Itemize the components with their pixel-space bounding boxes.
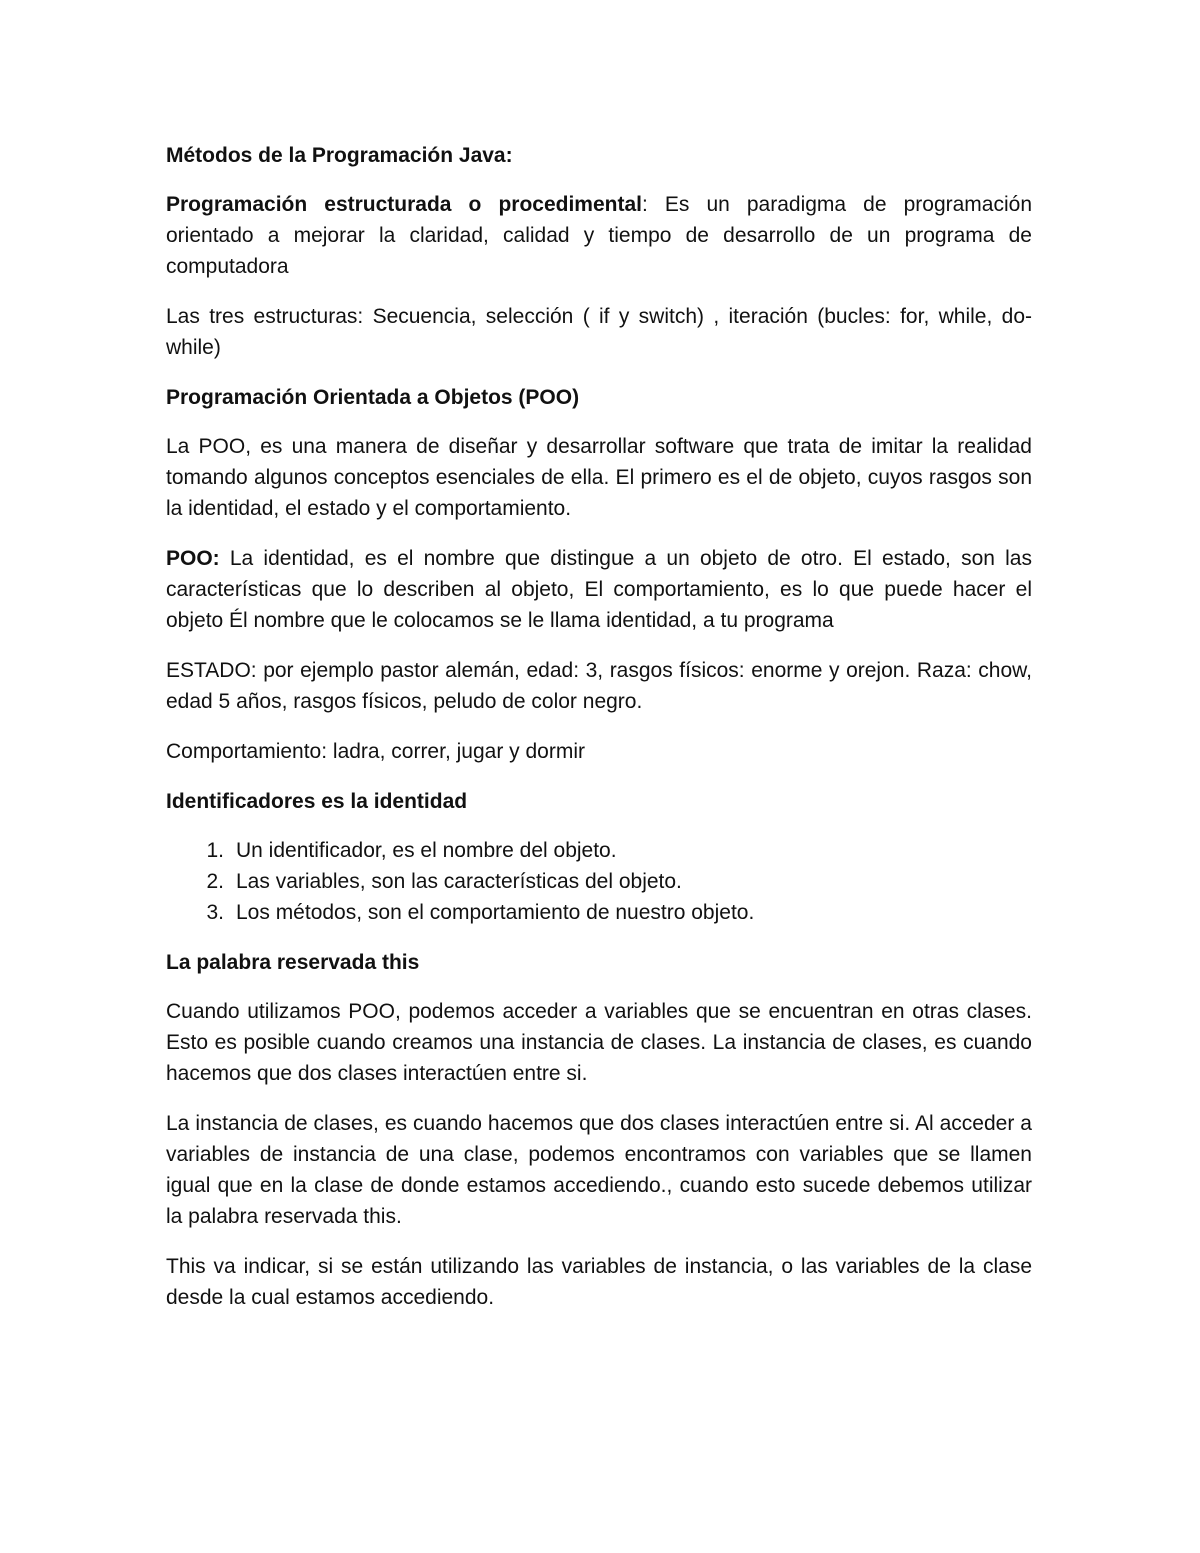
paragraph-oop-intro: La POO, es una manera de diseñar y desarrollar software que trata de imitar la realidad tomando algunos conceptos esenciales de ella. El primero es el de objeto, cuyos rasgos son la identidad, el estado y el comportamiento. bbox=[166, 435, 1032, 520]
definition-structured-programming: : Es un paradigma de programación orientado a mejorar la claridad, calidad y tiempo de desarrollo de un programa de computadora bbox=[166, 193, 1032, 278]
paragraph-structured-programming bbox=[166, 189, 1032, 282]
paragraph-comportamiento: Comportamiento: ladra, correr, jugar y dormir bbox=[166, 740, 585, 763]
paragraph-three-structures: Las tres estructuras: Secuencia, selección ( if y switch) , iteración (bucles: for, while, do-while) bbox=[166, 305, 1032, 359]
term-poo: POO: bbox=[166, 547, 220, 570]
paragraph-this-indicates: This va indicar, si se están utilizando las variables de instancia, o las variables de la clase desde la cual estamos accediendo. bbox=[166, 1255, 1032, 1309]
paragraph-this-intro: Cuando utilizamos POO, podemos acceder a variables que se encuentran en otras clases. Esto es posible cuando creamos una instancia de clases. La instancia de clases, es cuando hacemos que dos clases interactúen entre si. bbox=[166, 1000, 1032, 1085]
list-item bbox=[166, 866, 1032, 897]
heading-oop: Programación Orientada a Objetos (POO) bbox=[166, 386, 580, 409]
definition-poo: La identidad, es el nombre que distingue a un objeto de otro. El estado, son las características que lo describen al objeto, El comportamiento, es lo que puede hacer el objeto Él nombre que le colocamos se le llama identidad, a tu programa bbox=[166, 547, 1032, 632]
list-item-number: 2. bbox=[206, 870, 224, 893]
list-item-text: Los métodos, son el comportamiento de nuestro objeto. bbox=[236, 901, 755, 924]
paragraph-this-instance: La instancia de clases, es cuando hacemos que dos clases interactúen entre si. Al acceder a variables de instancia de una clase, podemos encontramos con variables que se llamen igual que en la clase de donde estamos accediendo., cuando esto sucede debemos utilizar la palabra reservada this. bbox=[166, 1112, 1032, 1228]
paragraph-estado: ESTADO: por ejemplo pastor alemán, edad: 3, rasgos físicos: enorme y orejon. Raza: chow, edad 5 años, rasgos físicos, peludo de color negro. bbox=[166, 659, 1032, 713]
heading-identificadores: Identificadores es la identidad bbox=[166, 790, 468, 813]
identifiers-list bbox=[166, 835, 1032, 928]
list-item-text: Las variables, son las características del objeto. bbox=[236, 870, 682, 893]
list-item-text: Un identificador, es el nombre del objeto. bbox=[236, 839, 617, 862]
list-item bbox=[166, 835, 1032, 866]
document-page bbox=[166, 140, 1032, 1332]
list-item bbox=[166, 897, 1032, 928]
list-item-number: 3. bbox=[206, 901, 224, 924]
paragraph-oop-identity bbox=[166, 543, 1032, 636]
list-item-number: 1. bbox=[206, 839, 224, 862]
heading-this: La palabra reservada this bbox=[166, 951, 420, 974]
term-structured-programming: Programación estructurada o procedimental bbox=[166, 193, 642, 216]
document-title: Métodos de la Programación Java: bbox=[166, 144, 513, 167]
